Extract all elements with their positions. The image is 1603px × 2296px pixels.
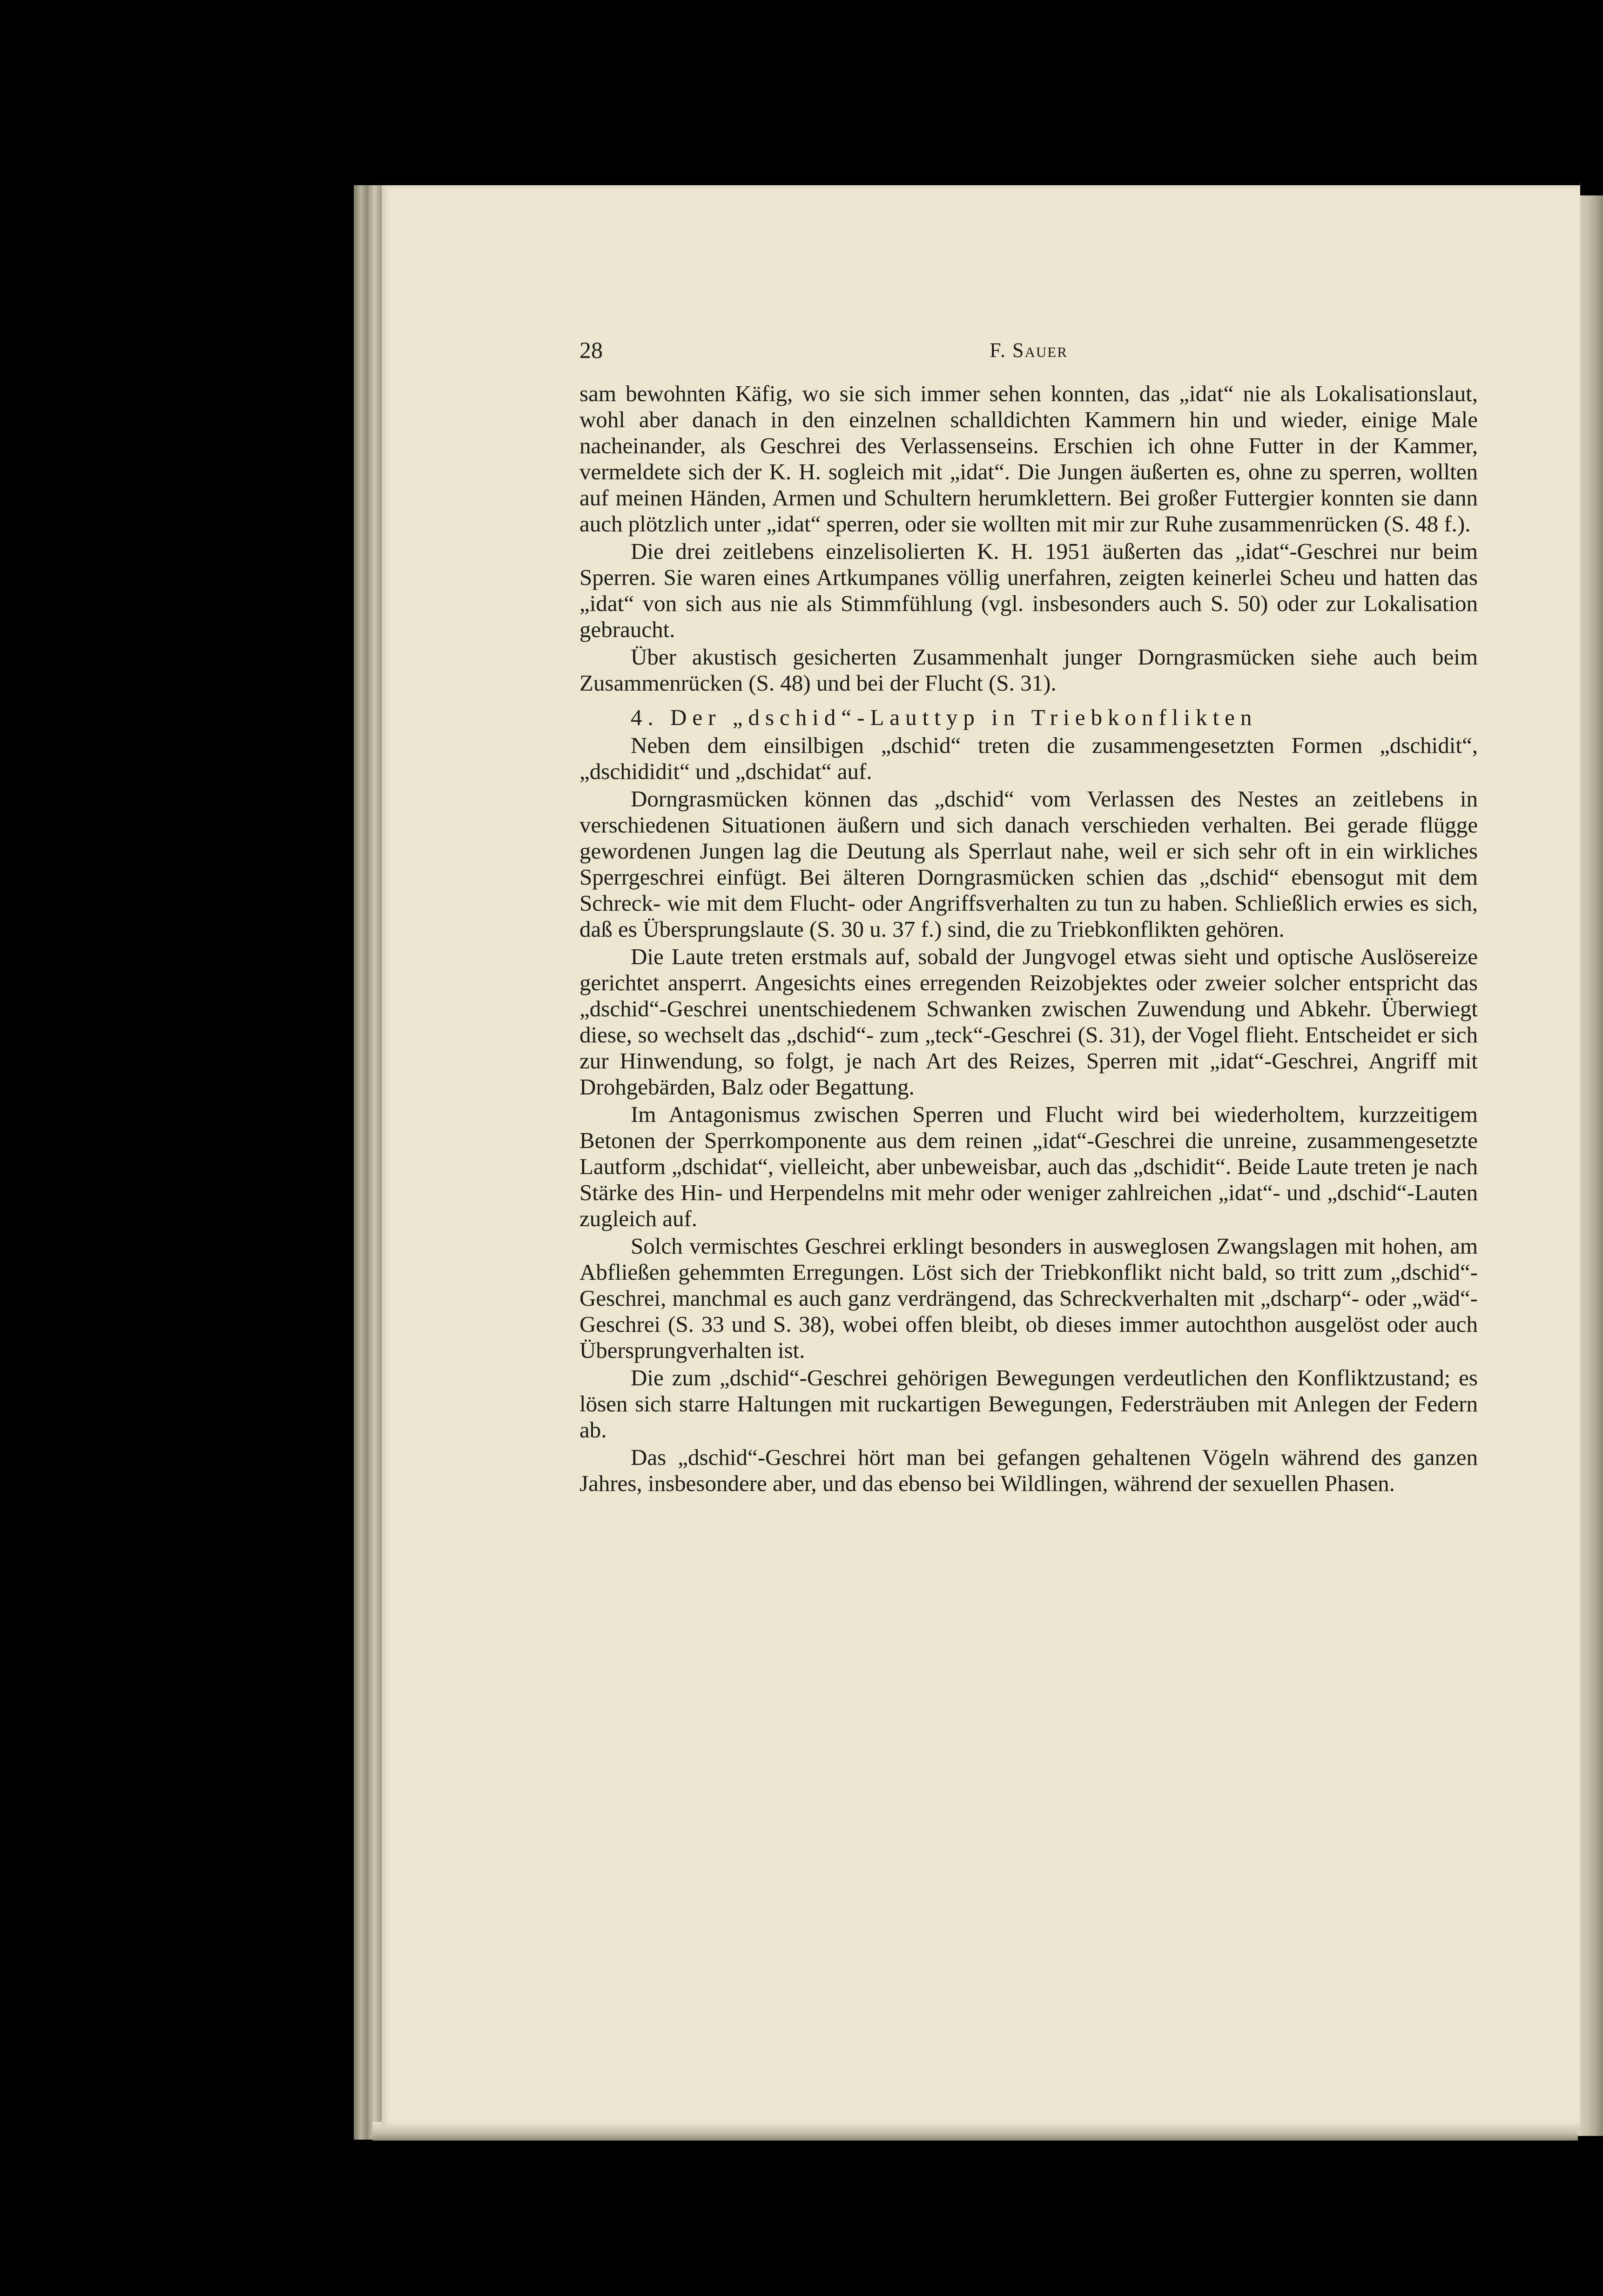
paragraph: Die drei zeitlebens einzelisolierten K. H. 1951 äußerten das „idat“-Geschrei nur beim Sperren. Sie waren eines Artkumpanes völlig unerfahren, zeigten keinerlei Scheu und hatten das „idat“ von sich aus nie als Stimmfühlung (vgl. insbesonders auch S. 50) oder zur Lokalisation gebraucht. xyxy=(579,538,1478,642)
book-page-stack-right xyxy=(1578,195,1603,2136)
page-number: 28 xyxy=(579,337,603,363)
running-head: F. Sauer xyxy=(990,339,1068,362)
page-header xyxy=(579,336,1571,374)
paragraph: Über akustisch gesicherten Zusammenhalt junger Dorngrasmücken siehe auch beim Zusammenrücken (S. 48) und bei der Flucht (S. 31). xyxy=(579,644,1478,696)
paragraph: Im Antagonismus zwischen Sperren und Flucht wird bei wiederholtem, kurzzeitigem Betonen der Sperrkomponente aus dem reinen „idat“-Geschrei die unreine, zusammengesetzte Lautform „dschidat“, vielleicht, aber unbeweisbar, auch das „dschidit“. Beide Laute treten je nach Stärke des Hin- und Herpendelns mit mehr oder weniger zahlreichen „idat“- und „dschid“-Lauten zugleich auf. xyxy=(579,1101,1478,1231)
paragraph: Dorngrasmücken können das „dschid“ vom Verlassen des Nestes an zeitlebens in verschiedenen Situationen äußern und sich danach verschieden verhalten. Bei gerade flügge gewordenen Jungen lag die Deutung als Sperrlaut nahe, weil er sich sehr oft in ein wirkliches Sperrgeschrei einfügt. Bei älteren Dorngrasmücken schien das „dschid“ ebensogut mit dem Schreck- wie mit dem Flucht- oder Angriffsverhalten zu tun zu haben. Schließlich erwies es sich, daß es Übersprungslaute (S. 30 u. 37 f.) sind, die zu Triebkonflikten gehören. xyxy=(579,786,1478,942)
section-heading: 4. Der „dschid“-Lauttyp in Triebkonflikten xyxy=(631,705,1258,730)
paragraph: Solch vermischtes Geschrei erklingt besonders in ausweglosen Zwangslagen mit hohen, am Abfließen gehemmten Erregungen. Löst sich der Triebkonflikt nicht bald, so tritt zum „dschid“-Geschrei, manchmal es auch ganz verdrängend, das Schreckverhalten mit „dscharp“- oder „wäd“-Geschrei (S. 33 und S. 38), wobei offen bleibt, ob dieses immer autochthon ausgelöst oder auch Übersprungverhalten ist. xyxy=(579,1233,1478,1363)
body-text xyxy=(579,381,1478,1498)
paragraph: Die zum „dschid“-Geschrei gehörigen Bewegungen verdeutlichen den Konfliktzustand; es lösen sich starre Haltungen mit ruckartigen Bewegungen, Federsträuben mit Anlegen der Federn ab. xyxy=(579,1365,1478,1443)
paragraph: sam bewohnten Käfig, wo sie sich immer sehen konnten, das „idat“ nie als Lokalisationslaut, wohl aber danach in den einzelnen schalldichten Kammern hin und wieder, einige Male nacheinander, als Geschrei des Verlassenseins. Erschien ich ohne Futter in der Kammer, vermeldete sich der K. H. sogleich mit „idat“. Die Jungen äußerten es, ohne zu sperren, wollten auf meinen Händen, Armen und Schultern herumklettern. Bei großer Futtergier konnten sie dann auch plötzlich unter „idat“ sperren, oder sie wollten mit mir zur Ruhe zusammenrücken (S. 48 f.). xyxy=(579,381,1478,537)
paragraph: Die Laute treten erstmals auf, sobald der Jungvogel etwas sieht und optische Auslösereize gerichtet ansperrt. Angesichts eines erregenden Reizobjektes oder zweier solcher entspricht das „dschid“-Geschrei unentschiedenem Schwanken zwischen Zuwendung und Abkehr. Überwiegt diese, so wechselt das „dschid“- zum „teck“-Geschrei (S. 31), der Vogel flieht. Entscheidet er sich zur Hinwendung, so folgt, je nach Art des Reizes, Sperren mit „idat“-Geschrei, Angriff mit Drohgebärden, Balz oder Begattung. xyxy=(579,944,1478,1100)
book-page xyxy=(382,185,1580,2126)
paragraph: Das „dschid“-Geschrei hört man bei gefangen gehaltenen Vögeln während des ganzen Jahres, insbesondere aber, und das ebenso bei Wildlingen, während der sexuellen Phasen. xyxy=(579,1444,1478,1496)
paragraph: Neben dem einsilbigen „dschid“ treten die zusammengesetzten Formen „dschidit“, „dschididit“ und „dschidat“ auf. xyxy=(579,732,1478,784)
